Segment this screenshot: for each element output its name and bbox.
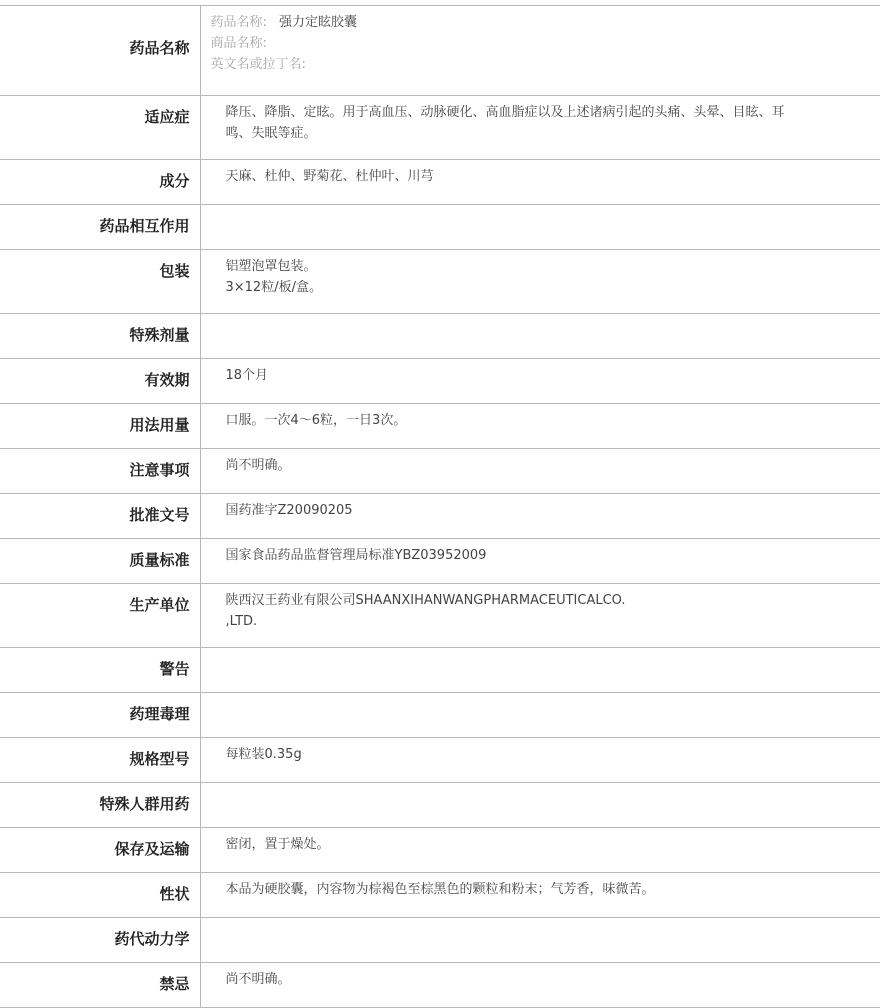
row-value: 尚不明确。 [200, 449, 880, 494]
row-label: 禁忌 [0, 963, 200, 1008]
row-value [200, 584, 880, 648]
row-value [200, 6, 880, 96]
row-value: 本品为硬胶囊，内容物为棕褐色至棕黑色的颗粒和粉末；气芳香，味微苦。 [200, 873, 880, 918]
row-quality-standard [0, 539, 880, 584]
row-contraindications [0, 963, 880, 1008]
english-name-label: 英文名或拉丁名: [211, 57, 306, 72]
row-indications [0, 96, 880, 160]
row-warnings [0, 648, 880, 693]
row-value: 天麻、杜仲、野菊花、杜仲叶、川芎 [200, 160, 880, 205]
row-label: 特殊剂量 [0, 314, 200, 359]
row-value [200, 918, 880, 963]
row-label: 药理毒理 [0, 693, 200, 738]
row-label: 有效期 [0, 359, 200, 404]
row-label: 药代动力学 [0, 918, 200, 963]
row-ingredients [0, 160, 880, 205]
row-precautions [0, 449, 880, 494]
row-value: 降压、降脂、定眩。用于高血压、动脉硬化、高血脂症以及上述诸病引起的头痛、头晕、目眩、耳鸣、失眠等症。 [200, 96, 880, 160]
row-label: 警告 [0, 648, 200, 693]
drug-info-table [0, 5, 880, 1008]
row-manufacturer [0, 584, 880, 648]
row-special-dosage [0, 314, 880, 359]
row-value: 每粒装0.35g [200, 738, 880, 783]
row-storage [0, 828, 880, 873]
row-pharmacokinetics [0, 918, 880, 963]
generic-name-label: 药品名称: [211, 15, 267, 30]
row-value [200, 250, 880, 314]
row-special-populations [0, 783, 880, 828]
row-value: 口服。一次4～6粒，一日3次。 [200, 404, 880, 449]
row-pharmacology [0, 693, 880, 738]
row-value [200, 783, 880, 828]
row-value: 国家食品药品监督管理局标准YBZ03952009 [200, 539, 880, 584]
row-label: 适应症 [0, 96, 200, 160]
row-interactions [0, 205, 880, 250]
row-value: 密闭，置于燥处。 [200, 828, 880, 873]
row-value: 国药准字Z20090205 [200, 494, 880, 539]
row-label: 保存及运输 [0, 828, 200, 873]
row-description [0, 873, 880, 918]
row-dosage [0, 404, 880, 449]
row-value: 18个月 [200, 359, 880, 404]
row-label: 质量标准 [0, 539, 200, 584]
row-label: 性状 [0, 873, 200, 918]
manufacturer-line-2: ,LTD. [226, 611, 880, 632]
row-drug-name [0, 6, 880, 96]
row-value [200, 693, 880, 738]
row-value [200, 314, 880, 359]
packaging-line-2: 3×12粒/板/盒。 [226, 277, 880, 298]
row-shelf-life [0, 359, 880, 404]
row-label: 药品相互作用 [0, 205, 200, 250]
row-label: 用法用量 [0, 404, 200, 449]
manufacturer-line-1: 陕西汉王药业有限公司SHAANXIHANWANGPHARMACEUTICALCO. [226, 590, 880, 611]
row-packaging [0, 250, 880, 314]
row-label: 包装 [0, 250, 200, 314]
row-value [200, 648, 880, 693]
drug-info-sheet [0, 5, 880, 1008]
row-value [200, 205, 880, 250]
packaging-line-1: 铝塑泡罩包装。 [226, 256, 880, 277]
row-label: 规格型号 [0, 738, 200, 783]
row-approval-no [0, 494, 880, 539]
row-value: 尚不明确。 [200, 963, 880, 1008]
row-label: 注意事项 [0, 449, 200, 494]
row-label: 批准文号 [0, 494, 200, 539]
row-label: 特殊人群用药 [0, 783, 200, 828]
row-specification [0, 738, 880, 783]
generic-name-value: 强力定眩胶囊 [279, 15, 357, 30]
trade-name-label: 商品名称: [211, 36, 267, 51]
row-label: 药品名称 [0, 6, 200, 96]
row-label: 生产单位 [0, 584, 200, 648]
row-label: 成分 [0, 160, 200, 205]
